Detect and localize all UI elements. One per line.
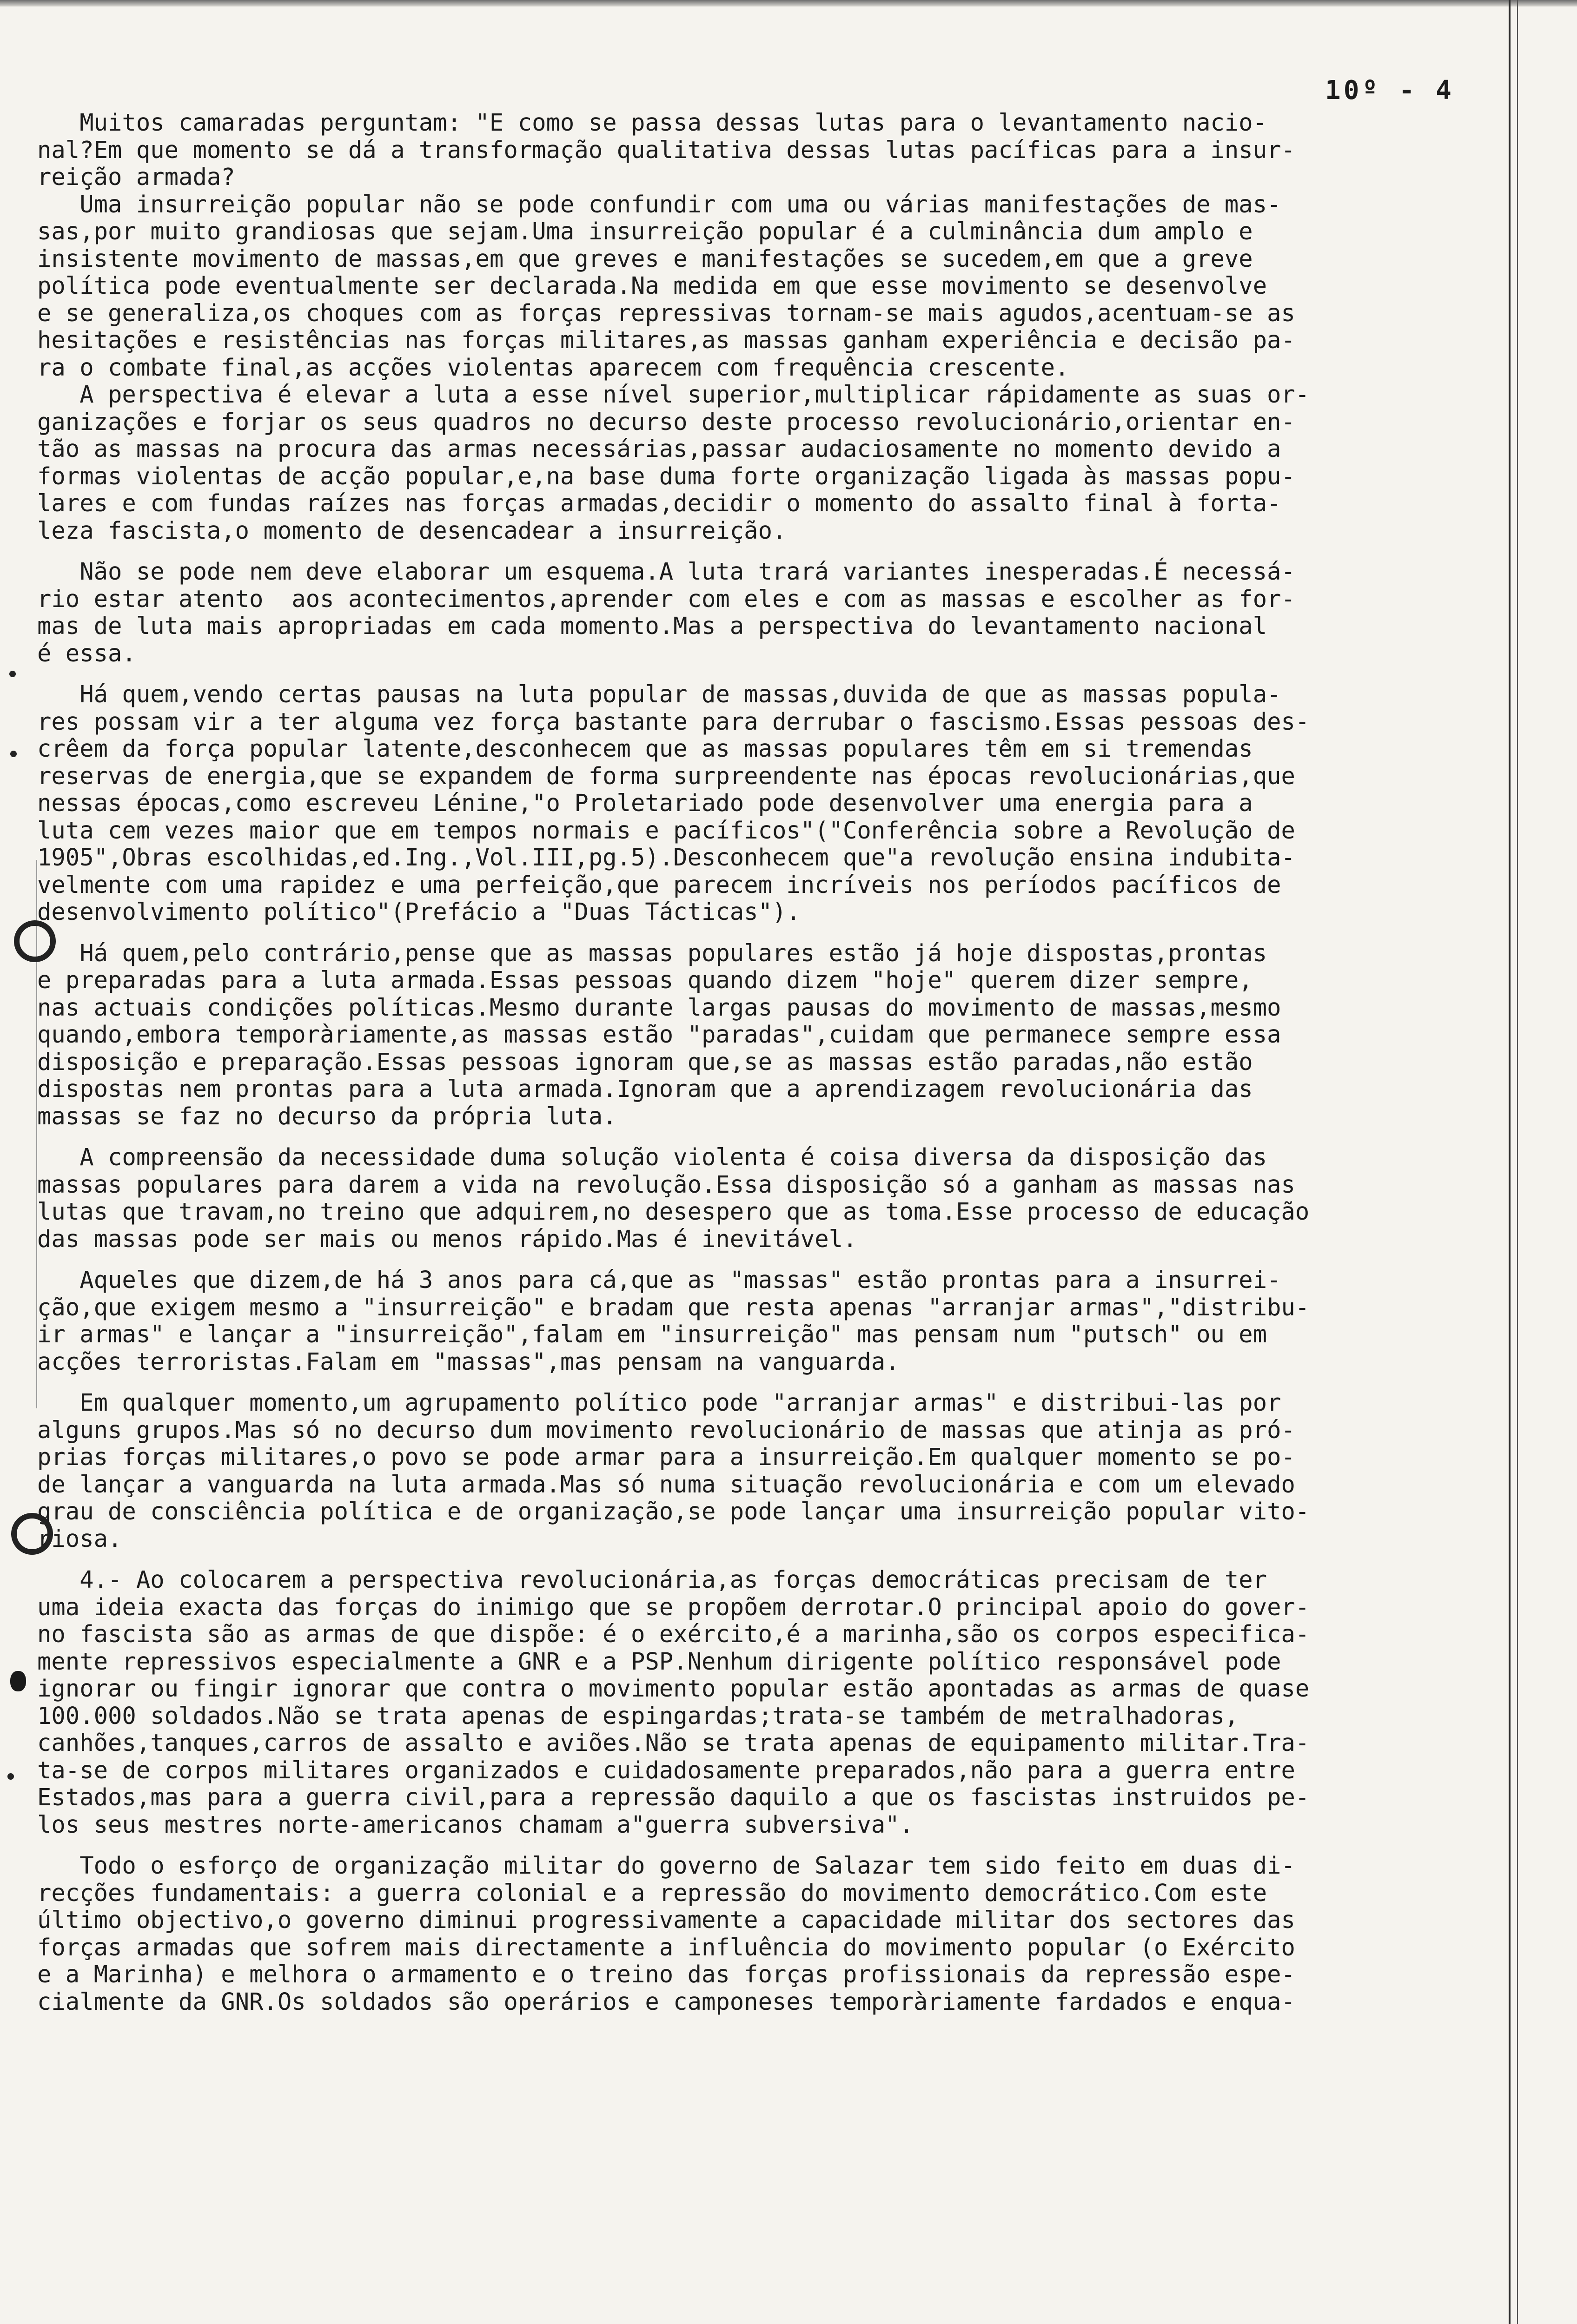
text-line: último objectivo,o governo diminui progressivamente a capacidade militar dos sectores das [37, 1906, 1295, 1934]
text-line: ignorar ou fingir ignorar que contra o movimento popular estão apontadas as armas de quase [37, 1675, 1310, 1702]
text-line: 100.000 soldados.Não se trata apenas de espingardas;trata-se também de metralhadoras, [37, 1702, 1239, 1730]
text-line: dispostas nem prontas para a luta armada.Ignoram que a aprendizagem revolucionária das [37, 1075, 1253, 1103]
text-line: ção,que exigem mesmo a "insurreição" e bradam que resta apenas "arranjar armas","distribu- [37, 1293, 1310, 1321]
text-line: recções fundamentais: a guerra colonial e a repressão do movimento democrático.Com este [37, 1879, 1267, 1907]
text-line: acções terroristas.Falam em "massas",mas pensam na vanguarda. [37, 1347, 900, 1375]
paragraph-gap [37, 1375, 1567, 1389]
text-line: cialmente da GNR.Os soldados são operários e camponeses temporàriamente fardados e enqua- [37, 1987, 1295, 2015]
text-line: res possam vir a ter alguma vez força bastante para derrubar o fascismo.Essas pessoas des- [37, 707, 1310, 735]
margin-dot [10, 751, 17, 757]
text-line: Não se pode nem deve elaborar um esquema.A luta trará variantes inesperadas.É necessá- [37, 558, 1295, 585]
margin-dot [7, 1773, 14, 1780]
text-line: ganizações e forjar os seus quadros no decurso deste processo revolucionário,orientar en- [37, 408, 1295, 436]
text-line: Em qualquer momento,um agrupamento político pode "arranjar armas" e distribui-las por [37, 1389, 1281, 1416]
text-line: 4.- Ao colocarem a perspectiva revolucionária,as forças democráticas precisam de ter [37, 1566, 1267, 1593]
text-line: crêem da força popular latente,desconhecem que as massas populares têm em si tremendas [37, 735, 1253, 762]
text-line: e se generaliza,os choques com as forças repressivas tornam-se mais agudos,acentuam-se as [37, 299, 1295, 327]
text-line: mente repressivos especialmente a GNR e a PSP.Nenhum dirigente político responsável pode [37, 1647, 1281, 1675]
text-line: de lançar a vanguarda na luta armada.Mas só numa situação revolucionária e com um elevado [37, 1470, 1295, 1498]
text-line: A perspectiva é elevar a luta a esse nível superior,multiplicar rápidamente as suas or- [37, 381, 1310, 408]
text-line: nessas épocas,como escreveu Lénine,"o Proletariado pode desenvolver uma energia para a [37, 789, 1253, 817]
text-line: prias forças militares,o povo se pode armar para a insurreição.Em qualquer momento se po- [37, 1443, 1295, 1471]
margin-dot [9, 671, 16, 677]
text-line: massas populares para darem a vida na revolução.Essa disposição só a ganham as massas nas [37, 1170, 1295, 1198]
text-line: massas se faz no decurso da própria luta. [37, 1102, 617, 1130]
margin-blot [10, 1671, 26, 1691]
text-line: Aqueles que dizem,de há 3 anos para cá,que as "massas" estão prontas para a insurrei- [37, 1266, 1281, 1294]
text-line: Uma insurreição popular não se pode confundir com uma ou várias manifestações de mas- [37, 190, 1281, 218]
text-line: Todo o esforço de organização militar do governo de Salazar tem sido feito em duas di- [37, 1852, 1295, 1879]
paragraph-gap [37, 1253, 1567, 1267]
text-line: lutas que travam,no treino que adquirem,no desespero que as toma.Esse processo de educação [37, 1198, 1310, 1225]
text-line: ra o combate final,as acções violentas aparecem com frequência crescente. [37, 353, 1069, 381]
text-line: lares e com fundas raízes nas forças armadas,decidir o momento do assalto final à forta- [37, 489, 1281, 517]
page-number: 10º - 4 [1325, 75, 1455, 106]
text-line: Estados,mas para a guerra civil,para a repressão daquilo a que os fascistas instruidos pe- [37, 1783, 1310, 1811]
text-line: uma ideia exacta das forças do inimigo que se propõem derrotar.O principal apoio do gover- [37, 1593, 1310, 1621]
text-line: leza fascista,o momento de desencadear a insurreição. [37, 516, 787, 544]
text-line: ta-se de corpos militares organizados e cuidadosamente preparados,não para a guerra entre [37, 1756, 1295, 1784]
text-line: A compreensão da necessidade duma solução violenta é coisa diversa da disposição das [37, 1143, 1267, 1171]
paragraph-gap [37, 667, 1567, 681]
text-line: e preparadas para a luta armada.Essas pessoas quando dizem "hoje" querem dizer sempre, [37, 966, 1253, 994]
paragraph-gap [37, 1130, 1567, 1144]
punch-hole-ring [11, 1513, 53, 1555]
text-line: sas,por muito grandiosas que sejam.Uma insurreição popular é a culminância dum amplo e [37, 218, 1253, 245]
text-line: no fascista são as armas de que dispõe: é o exército,é a marinha,são os corpos especifica- [37, 1620, 1310, 1648]
text-line: formas violentas de acção popular,e,na base duma forte organização ligada às massas popu- [37, 462, 1295, 490]
text-line: nas actuais condições políticas.Mesmo durante largas pausas do movimento de massas,mesmo [37, 993, 1281, 1021]
top-page-edge [0, 0, 1577, 7]
text-line: riosa. [37, 1525, 122, 1552]
paragraph-gap [37, 1838, 1567, 1852]
text-line: tão as massas na procura das armas necessárias,passar audaciosamente no momento devido a [37, 435, 1281, 462]
text-line: é essa. [37, 639, 136, 667]
text-line: das massas pode ser mais ou menos rápido.Mas é inevitável. [37, 1225, 857, 1253]
text-line: los seus mestres norte-americanos chamam a"guerra subversiva". [37, 1810, 914, 1838]
paragraph-gap [37, 926, 1567, 940]
text-line: mas de luta mais apropriadas em cada momento.Mas a perspectiva do levantamento nacional [37, 612, 1267, 640]
text-line: rio estar atento aos acontecimentos,aprender com eles e com as massas e escolher as for- [37, 585, 1295, 613]
text-line: 1905",Obras escolhidas,ed.Ing.,Vol.III,pg.5).Desconhecem que"a revolução ensina indubita- [37, 844, 1295, 871]
text-line: grau de consciência política e de organização,se pode lançar uma insurreição popular vito- [37, 1498, 1310, 1525]
paragraph-gap [37, 1552, 1567, 1566]
text-line: reição armada? [37, 163, 235, 191]
text-line: hesitações e resistências nas forças militares,as massas ganham experiência e decisão pa- [37, 326, 1295, 354]
text-line: Muitos camaradas perguntam: "E como se passa dessas lutas para o levantamento nacio- [37, 109, 1267, 136]
text-line: canhões,tanques,carros de assalto e aviões.Não se trata apenas de equipamento militar.Tra- [37, 1729, 1310, 1756]
text-line: disposição e preparação.Essas pessoas ignoram que,se as massas estão paradas,não estão [37, 1048, 1253, 1076]
text-line: ir armas" e lançar a "insurreição",falam em "insurreição" mas pensam num "putsch" ou em [37, 1320, 1267, 1348]
text-line: reservas de energia,que se expandem de forma surpreendente nas épocas revolucionárias,que [37, 762, 1295, 790]
text-line: luta cem vezes maior que em tempos normais e pacíficos"("Conferência sobre a Revolução de [37, 816, 1295, 844]
text-line: nal?Em que momento se dá a transformação qualitativa dessas lutas pacíficas para a insur- [37, 136, 1295, 164]
text-line: e a Marinha) e melhora o armamento e o treino das forças profissionais da repressão espe- [37, 1961, 1295, 1988]
text-line: Há quem,pelo contrário,pense que as massas populares estão já hoje dispostas,prontas [37, 939, 1267, 967]
paragraph-gap [37, 544, 1567, 558]
text-line: forças armadas que sofrem mais directamente a influência do movimento popular (o Exército [37, 1933, 1295, 1961]
text-line: insistente movimento de massas,em que greves e manifestações se sucedem,em que a greve [37, 244, 1253, 272]
document-body [37, 109, 1567, 2015]
text-line: desenvolvimento político"(Prefácio a "Duas Tácticas"). [37, 898, 801, 925]
text-line: política pode eventualmente ser declarada.Na medida em que esse movimento se desenvolve [37, 272, 1267, 299]
text-line: quando,embora temporàriamente,as massas estão "paradas",cuidam que permanece sempre essa [37, 1021, 1281, 1048]
text-line: alguns grupos.Mas só no decurso dum movimento revolucionário de massas que atinja as pró- [37, 1416, 1295, 1444]
punch-hole-ring [14, 920, 56, 962]
text-line: Há quem,vendo certas pausas na luta popular de massas,duvida de que as massas popula- [37, 680, 1281, 708]
text-line: velmente com uma rapidez e uma perfeição,que parecem incríveis nos períodos pacíficos de [37, 871, 1281, 898]
